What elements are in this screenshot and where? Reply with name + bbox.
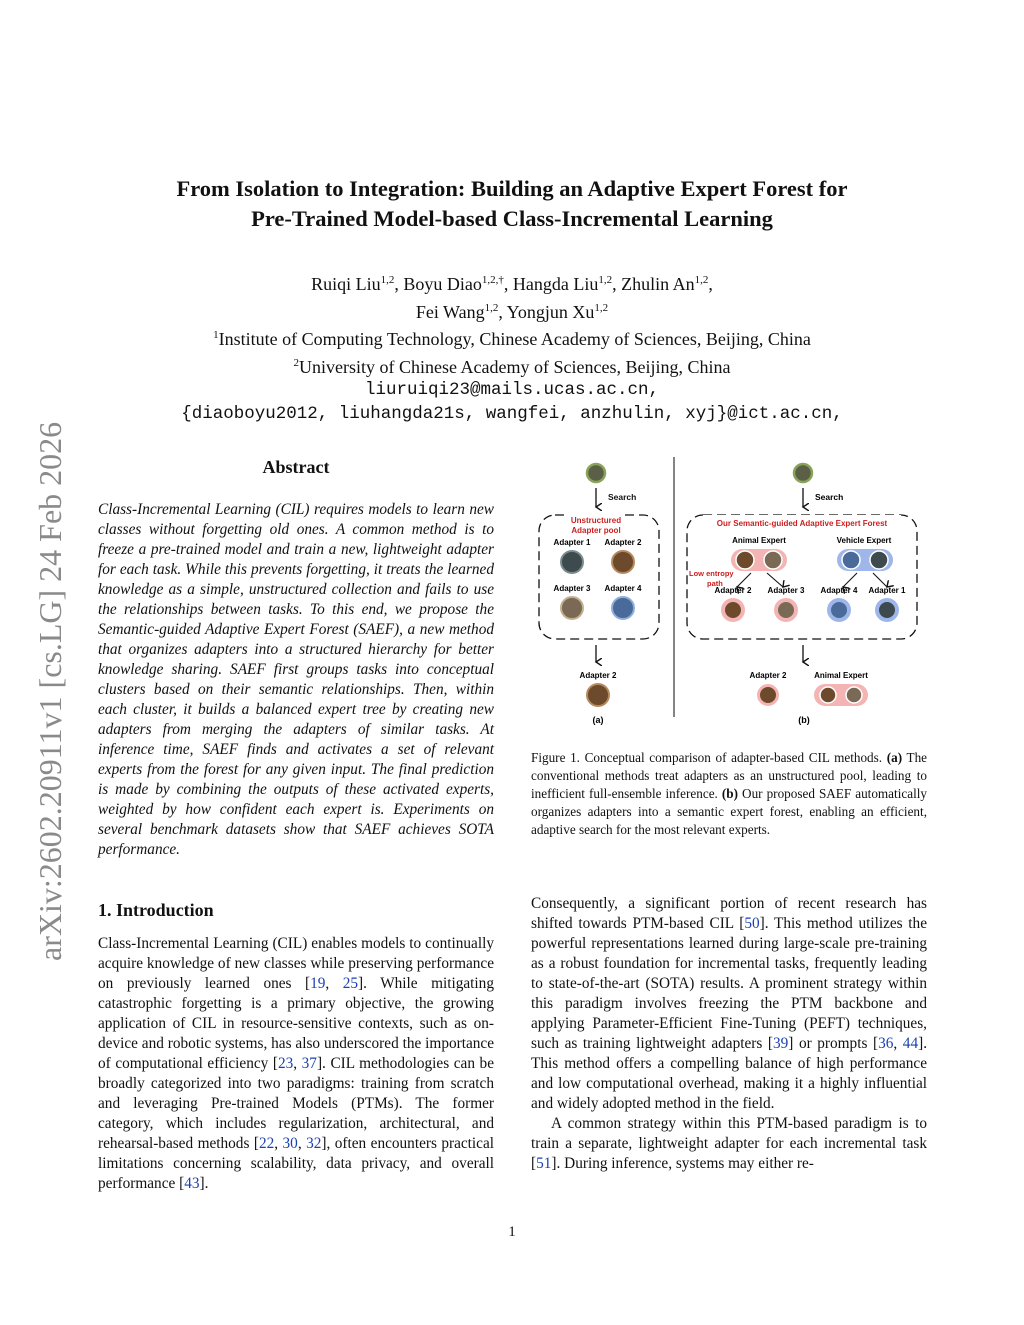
dog-icon — [736, 551, 754, 569]
text-run: ]. This method utilizes the powerful representations learned during large-scale pre-training as a robust foundation for incremental tasks, frequently leading to state-of-the-art (SOTA) results. A prominent strategy within this paradigm involves freezing the PTM backbone and applying Parameter-Efficient Fine-Tuning (PEFT) techniques, such as training lightweight adapters [ — [531, 915, 927, 1052]
animal-expert-label: Animal Expert — [732, 536, 786, 545]
b-adapter-3-label: Adapter 3 — [767, 586, 805, 595]
b-output-adapter-label: Adapter 2 — [749, 671, 787, 680]
citation-link[interactable]: 43 — [184, 1175, 200, 1192]
a-adapter-2-label: Adapter 2 — [604, 538, 642, 547]
text-run: Class-Incremental Learning (CIL) enables models to continually acquire knowledge of new classes while preserving performance on previously learned ones [ — [98, 935, 494, 992]
email-line-2: {diaoboyu2012, liuhangda21s, wangfei, anzhulin, xyj}@ict.ac.cn, — [181, 403, 843, 424]
author-name: Ruiqi Liu — [311, 274, 381, 294]
arxiv-id-text: arXiv:2602.20911v1 [cs.LG] 24 Feb 2026 — [32, 421, 68, 961]
text-run: ]. CIL methodologies can be broadly categorized into two paradigms: training from scratch and leveraging Pre-trained Models (PTMs). The former category, which includes regularization, architectural, and rehearsal-based methods [ — [98, 1055, 494, 1152]
output-dog-icon — [760, 687, 776, 703]
caption-part: The conventional methods treat adapters as an unstructured pool, leading to inefficient full-ensemble inference. — [531, 750, 928, 801]
text-run: , — [325, 975, 343, 992]
citation-link[interactable]: 23 — [277, 1055, 294, 1072]
arxiv-identifier — [22, 371, 78, 961]
b-adapter-2-label: Adapter 2 — [714, 586, 752, 595]
citation-link[interactable]: 30 — [282, 1135, 298, 1152]
abstract-heading: Abstract — [262, 457, 330, 477]
text-run: , — [274, 1135, 283, 1152]
dog-icon — [725, 602, 741, 618]
low-entropy-label-2: path — [707, 579, 723, 588]
author-superscript: 1,2 — [594, 301, 609, 314]
text-run: Consequently, a significant portion of recent research has shifted towards PTM-based CIL [ — [531, 895, 927, 932]
caption-text — [531, 749, 927, 839]
abstract-body — [98, 500, 494, 860]
vehicle-expert-label: Vehicle Expert — [836, 536, 892, 545]
car-icon — [870, 551, 888, 569]
author-superscript: 1,2 — [484, 301, 499, 314]
text-run: ]. During inference, systems may either re- — [551, 1155, 814, 1172]
airplane-icon — [842, 551, 860, 569]
caption-figure-number: Figure 1. — [531, 750, 580, 765]
affiliation-text: University of Chinese Academy of Sciences, Beijing, China — [299, 356, 731, 377]
citation-link[interactable]: 22 — [258, 1135, 275, 1152]
right-paragraph-1 — [531, 894, 927, 1114]
caption-panel-b-ref: (b) — [721, 786, 739, 801]
panel-b-label: (b) — [798, 715, 810, 725]
author-superscript: 1,2,† — [481, 274, 504, 286]
figure-1-diagram — [531, 455, 927, 735]
author-name: Fei Wang — [415, 301, 485, 322]
author-superscript: 1,2 — [598, 274, 613, 286]
author-block — [100, 269, 924, 426]
b-adapter-4-label: Adapter 4 — [820, 586, 858, 595]
caption-panel-a-ref: (a) — [886, 750, 903, 765]
a-output-label: Adapter 2 — [579, 671, 617, 680]
caption-part: Conceptual comparison of adapter-based CIL methods. — [579, 750, 887, 765]
caption-part: Our proposed SAEF automatically organizes adapters into a semantic expert forest, enabling an efficient, adaptive search for the most relevant experts. — [531, 786, 927, 837]
text-run: ] or prompts [ — [788, 1035, 879, 1052]
forest-title: Our Semantic-guided Adaptive Expert Forest — [716, 519, 888, 528]
output-dog-icon — [587, 684, 609, 706]
figure-1 — [531, 455, 927, 735]
text-run: , — [293, 1055, 302, 1072]
affiliation-2 — [100, 352, 924, 380]
citation-link[interactable]: 19 — [310, 975, 326, 992]
author-line-2: Fei Wang$^{1,2}$, Yongjun Xu$^{1,2}$ — [415, 301, 609, 322]
intro-paragraph-1 — [98, 934, 494, 1194]
affiliation-1 — [100, 324, 924, 352]
affiliation-marker: 1 — [213, 329, 219, 341]
cat-icon — [561, 597, 583, 619]
dog-icon — [612, 551, 634, 573]
introduction-body — [98, 934, 494, 1194]
cat-icon — [778, 602, 794, 618]
tree-edge — [873, 573, 887, 587]
dog-icon — [820, 687, 836, 703]
search-label: Search — [608, 492, 637, 502]
tree-edge — [767, 573, 783, 587]
author-name: Zhulin An — [621, 274, 695, 294]
abstract-text: Class-Incremental Learning (CIL) requires models to learn new classes without forgetting old ones. A common method is to freeze a pre-trained model and train a new, lightweight adapter for each task. While this prevents forgetting, it treats the learned knowledge as a simple, unstructured collection and fails to use the relationships between tasks. To this end, we propose the Semantic-guided Adaptive Expert Forest (SAEF), a new method that organizes adapters into a structured hierarchy for better knowledge sharing. SAEF first groups tasks into conceptual clusters based on their semantic relationships. Then, within each cluster, it builds a balanced expert tree by creating new adapters from merging the adapters of similar tasks. At inference time, SAEF finds and activates a set of relevant experts from the forest for any given input. The final prediction is made by combining the outputs of these activated experts, weighted by how confident each expert is. Experiments on several benchmark datasets show that SAEF achieves SOTA performance. — [98, 501, 494, 858]
author-superscript: 1,2 — [694, 274, 709, 286]
email-line-1: liuruiqi23@mails.ucas.ac.cn, — [364, 380, 660, 400]
text-run: , — [297, 1135, 307, 1152]
cat-icon — [764, 551, 782, 569]
right-paragraph-2 — [531, 1114, 927, 1174]
text-run: ]. This method offers a compelling balance of high performance and low computational overhead, making it a highly influential and widely adopted method in the field. — [531, 1035, 928, 1112]
citation-link[interactable]: 39 — [772, 1035, 789, 1052]
car-icon — [561, 551, 583, 573]
author-superscript: 1,2 — [380, 274, 395, 286]
author-name: Hangda Liu — [512, 274, 599, 294]
title-line-1: From Isolation to Integration: Building an Adaptive Expert Forest for — [176, 176, 848, 201]
low-entropy-label-1: Low entropy — [689, 569, 734, 578]
a-adapter-4-label: Adapter 4 — [604, 584, 642, 593]
b-adapter-1-label: Adapter 1 — [868, 586, 906, 595]
search-label-b: Search — [815, 492, 844, 502]
text-run: ]. — [199, 1175, 209, 1192]
text-run: , — [893, 1035, 903, 1052]
author-name: Boyu Diao — [403, 274, 482, 294]
paper-title — [100, 174, 924, 234]
panel-b — [687, 464, 917, 725]
author-name: Yongjun Xu — [506, 301, 595, 322]
affiliation-marker: 2 — [293, 356, 300, 369]
citation-link[interactable]: 36 — [878, 1035, 894, 1052]
pool-title-1: Unstructured — [570, 516, 622, 525]
text-run: ], often encounters practical limitations concerning scalability, data privacy, and overall performance [ — [98, 1135, 495, 1192]
airplane-icon — [612, 597, 634, 619]
figure-1-caption — [531, 749, 927, 839]
citation-link[interactable]: 50 — [744, 915, 760, 932]
citation-link[interactable]: 51 — [536, 1155, 552, 1172]
panel-a-label: (a) — [592, 715, 604, 725]
citation-link[interactable]: 44 — [902, 1035, 919, 1052]
tree-edge — [737, 573, 751, 587]
author-line-1: Ruiqi Liu$^{1,2}$, Boyu Diao$^{1,2,\dagger}$, Hangda Liu$^{1,2}$, Zhulin An$^{1,2}$, — [311, 274, 713, 294]
tree-edge — [843, 573, 857, 587]
panel-a — [539, 464, 659, 725]
b-output-expert-label: Animal Expert — [814, 671, 868, 680]
car-icon — [879, 602, 895, 618]
citation-link[interactable]: 32 — [306, 1135, 322, 1152]
query-dog-icon — [587, 464, 605, 482]
query-dog-icon-b — [794, 464, 812, 482]
airplane-icon — [831, 602, 847, 618]
cat-icon — [846, 687, 862, 703]
right-column-body — [531, 894, 927, 1174]
introduction-heading: 1. Introduction — [98, 900, 214, 920]
text-run: A common strategy within this PTM-based paradigm is to train a separate, lightweight adapter for each incremental task [ — [531, 1115, 927, 1172]
a-adapter-1-label: Adapter 1 — [553, 538, 591, 547]
page-number: 1 — [508, 1224, 516, 1240]
a-adapter-3-label: Adapter 3 — [553, 584, 591, 593]
pool-title-2: Adapter pool — [571, 526, 621, 535]
citation-link[interactable]: 37 — [301, 1055, 317, 1072]
citation-link[interactable]: 25 — [342, 975, 359, 992]
affiliation-text: Institute of Computing Technology, Chinese Academy of Sciences, Beijing, China — [218, 329, 811, 349]
title-line-2: Pre-Trained Model-based Class-Incremental Learning — [251, 206, 773, 231]
text-run: ]. While mitigating catastrophic forgetting is a primary objective, the growing application of CIL in resource-sensitive contexts, such as on-device and robotic systems, has also underscored the importance of computational efficiency [ — [98, 975, 494, 1072]
